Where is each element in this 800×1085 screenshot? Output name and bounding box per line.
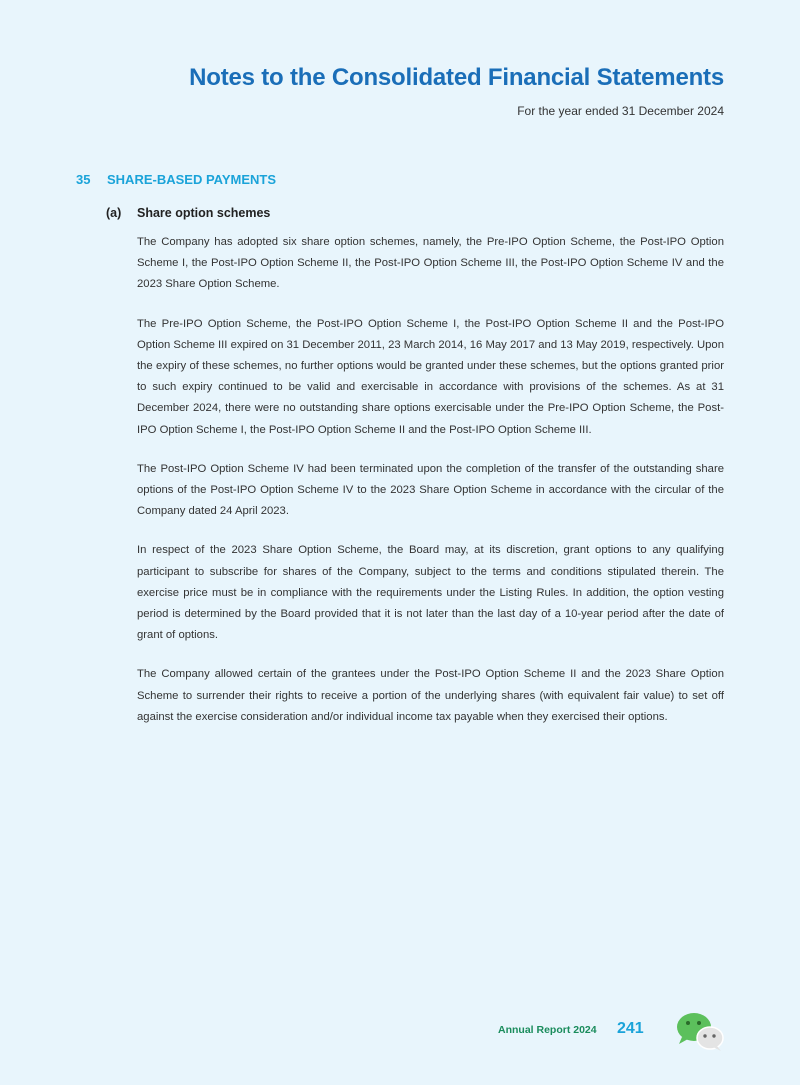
page-number: 241 [617,1020,644,1037]
page-subtitle: For the year ended 31 December 2024 [517,104,724,118]
paragraph: The Pre-IPO Option Scheme, the Post-IPO Option Scheme I, the Post-IPO Option Scheme II and the Post-IPO Option Scheme III expired on 31 December 2011, 23 March 2014, 16 May 2017 and 13 May 2019, respectively. Upon the expiry of these schemes, no further options would be granted under these schemes, but the options granted prior to such expiry continued to be valid and exercisable in accordance with provisions of the schemes. As at 31 December 2024, there were no outstanding share options exercisable under the Pre-IPO Option Scheme, the Post-IPO Option Scheme I, the Post-IPO Option Scheme II and the Post-IPO Option Scheme III. [137,317,724,436]
subsection-heading [106,206,270,220]
paragraph: The Company allowed certain of the grantees under the Post-IPO Option Scheme II and the 2023 Share Option Scheme to surrender their rights to receive a portion of the underlying shares (with equivalent fair value) to set off against the exercise consideration and/or individual income tax payable when they exercised their options. [137,668,724,723]
paragraph: In respect of the 2023 Share Option Scheme, the Board may, at its discretion, grant options to any qualifying participant to subscribe for shares of the Company, subject to the terms and conditions stipulated therein. The exercise price must be in compliance with the requirements under the Listing Rules. In addition, the option vesting period is determined by the Board provided that it is not later than the last day of a 10-year period after the date of grant of options. [137,544,724,642]
wechat-logo-icon [674,1010,726,1052]
paragraph: The Post-IPO Option Scheme IV had been terminated upon the completion of the transfer of the outstanding share options of the Post-IPO Option Scheme IV to the 2023 Share Option Scheme in accordance with the circular of the Company dated 24 April 2023. [137,462,724,518]
subsection-number: (a) [106,206,122,220]
subsection-title: Share option schemes [137,206,271,220]
body-text [137,232,724,746]
page-title: Notes to the Consolidated Financial Statements [189,64,724,91]
section-number: 35 [76,172,91,187]
footer-label: Annual Report 2024 [498,1024,597,1036]
paragraph: The Company has adopted six share option schemes, namely, the Pre-IPO Option Scheme, the Post-IPO Option Scheme I, the Post-IPO Option Scheme II, the Post-IPO Option Scheme III, the Post-IPO Option Scheme IV and the 2023 Share Option Scheme. [137,236,724,291]
section-heading [76,172,276,187]
section-title: SHARE-BASED PAYMENTS [107,172,277,187]
